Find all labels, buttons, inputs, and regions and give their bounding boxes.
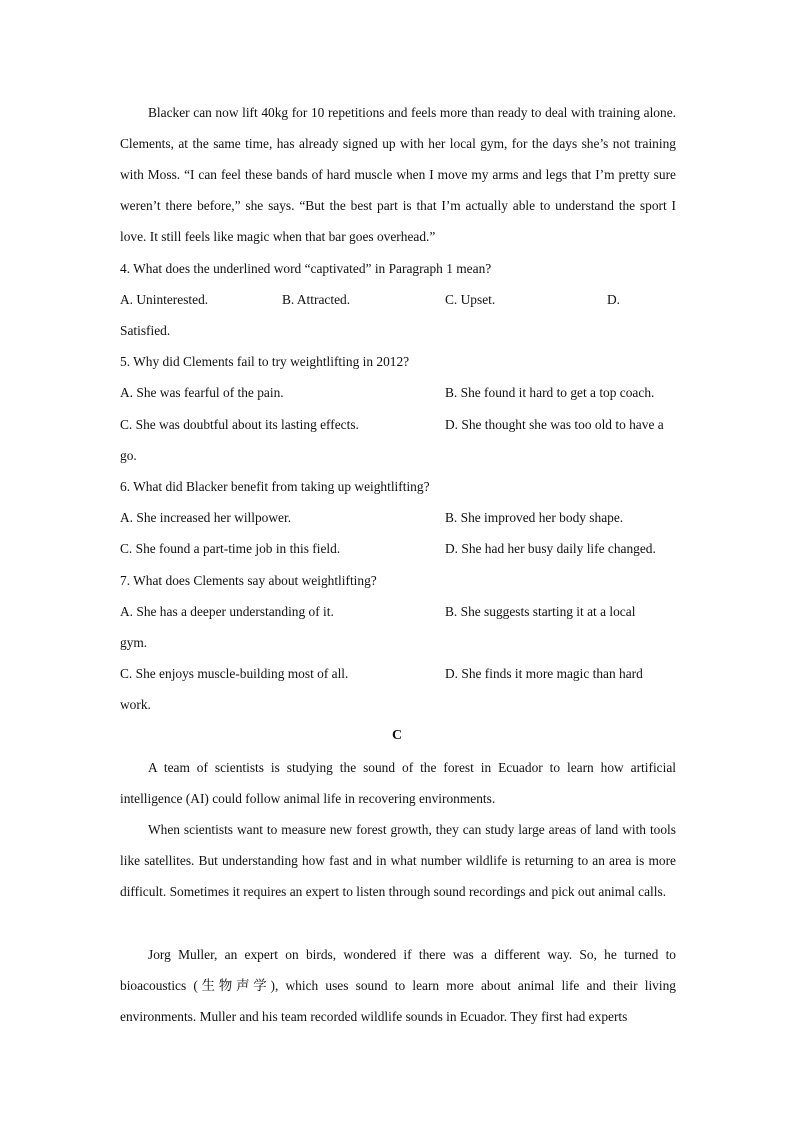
question-5-option-d: D. She thought she was too old to have a [445,417,664,432]
question-5-stem: 5. Why did Clements fail to try weightlifting in 2012? [120,354,410,369]
section-c-heading: C [391,728,403,743]
question-5-option-d-wrap: go. [120,448,137,463]
question-6-stem: 6. What did Blacker benefit from taking up weightlifting? [120,479,430,494]
question-7-option-b-wrap: gym. [120,635,148,650]
question-5-option-a: A. She was fearful of the pain. [120,385,284,400]
question-5-option-b: B. She found it hard to get a top coach. [445,385,655,400]
question-6-option-c: C. She found a part-time job in this field. [120,541,341,556]
question-7-option-d: D. She finds it more magic than hard [445,666,643,681]
question-4-option-d: D. [607,292,621,307]
question-6-option-d: D. She had her busy daily life changed. [445,541,656,556]
question-4-option-b: B. Attracted. [282,292,351,307]
question-7-option-a: A. She has a deeper understanding of it. [120,604,334,619]
question-7-option-b: B. She suggests starting it at a local [445,604,636,619]
passage-b-closing-paragraph: Blacker can now lift 40kg for 10 repetitions and feels more than ready to deal with training alone. Clements, at the same time, has already signed up with her local gym, for the days she’s not training with Moss. “I can feel these bands of hard muscle when I move my arms and legs that I’m pretty sure weren’t there before,” she says. “But the best part is that I’m actually able to understand the sport I love. It still feels like magic when that bar goes overhead.” [120,105,676,245]
question-4-option-d-text: Satisfied. [120,323,171,338]
passage-c-paragraph-2: When scientists want to measure new forest growth, they can study large areas of land with tools like satellites. But understanding how fast and in what number wildlife is returning to an area is more difficult. Sometimes it requires an expert to listen through sound recordings and pick out animal calls. [120,822,676,900]
question-4-stem: 4. What does the underlined word “captivated” in Paragraph 1 mean? [120,261,492,276]
question-6-option-a: A. She increased her willpower. [120,510,292,525]
question-7-option-d-wrap: work. [120,697,151,712]
question-4-option-c: C. Upset. [445,292,496,307]
question-5-option-c: C. She was doubtful about its lasting effects. [120,417,359,432]
passage-c-paragraph-3: Jorg Muller, an expert on birds, wondered if there was a different way. So, he turned to bioacoustics (生物声学), which uses sound to learn more about animal life and their living environments. Muller and his team recorded wildlife sounds in Ecuador. They first had experts [120,947,676,1025]
passage-c-paragraph-1: A team of scientists is studying the sound of the forest in Ecuador to learn how artificial intelligence (AI) could follow animal life in recovering environments. [120,760,676,807]
question-7-stem: 7. What does Clements say about weightlifting? [120,573,377,588]
question-6-option-b: B. She improved her body shape. [445,510,624,525]
question-4-option-a: A. Uninterested. [120,292,209,307]
question-7-option-c: C. She enjoys muscle-building most of all. [120,666,349,681]
